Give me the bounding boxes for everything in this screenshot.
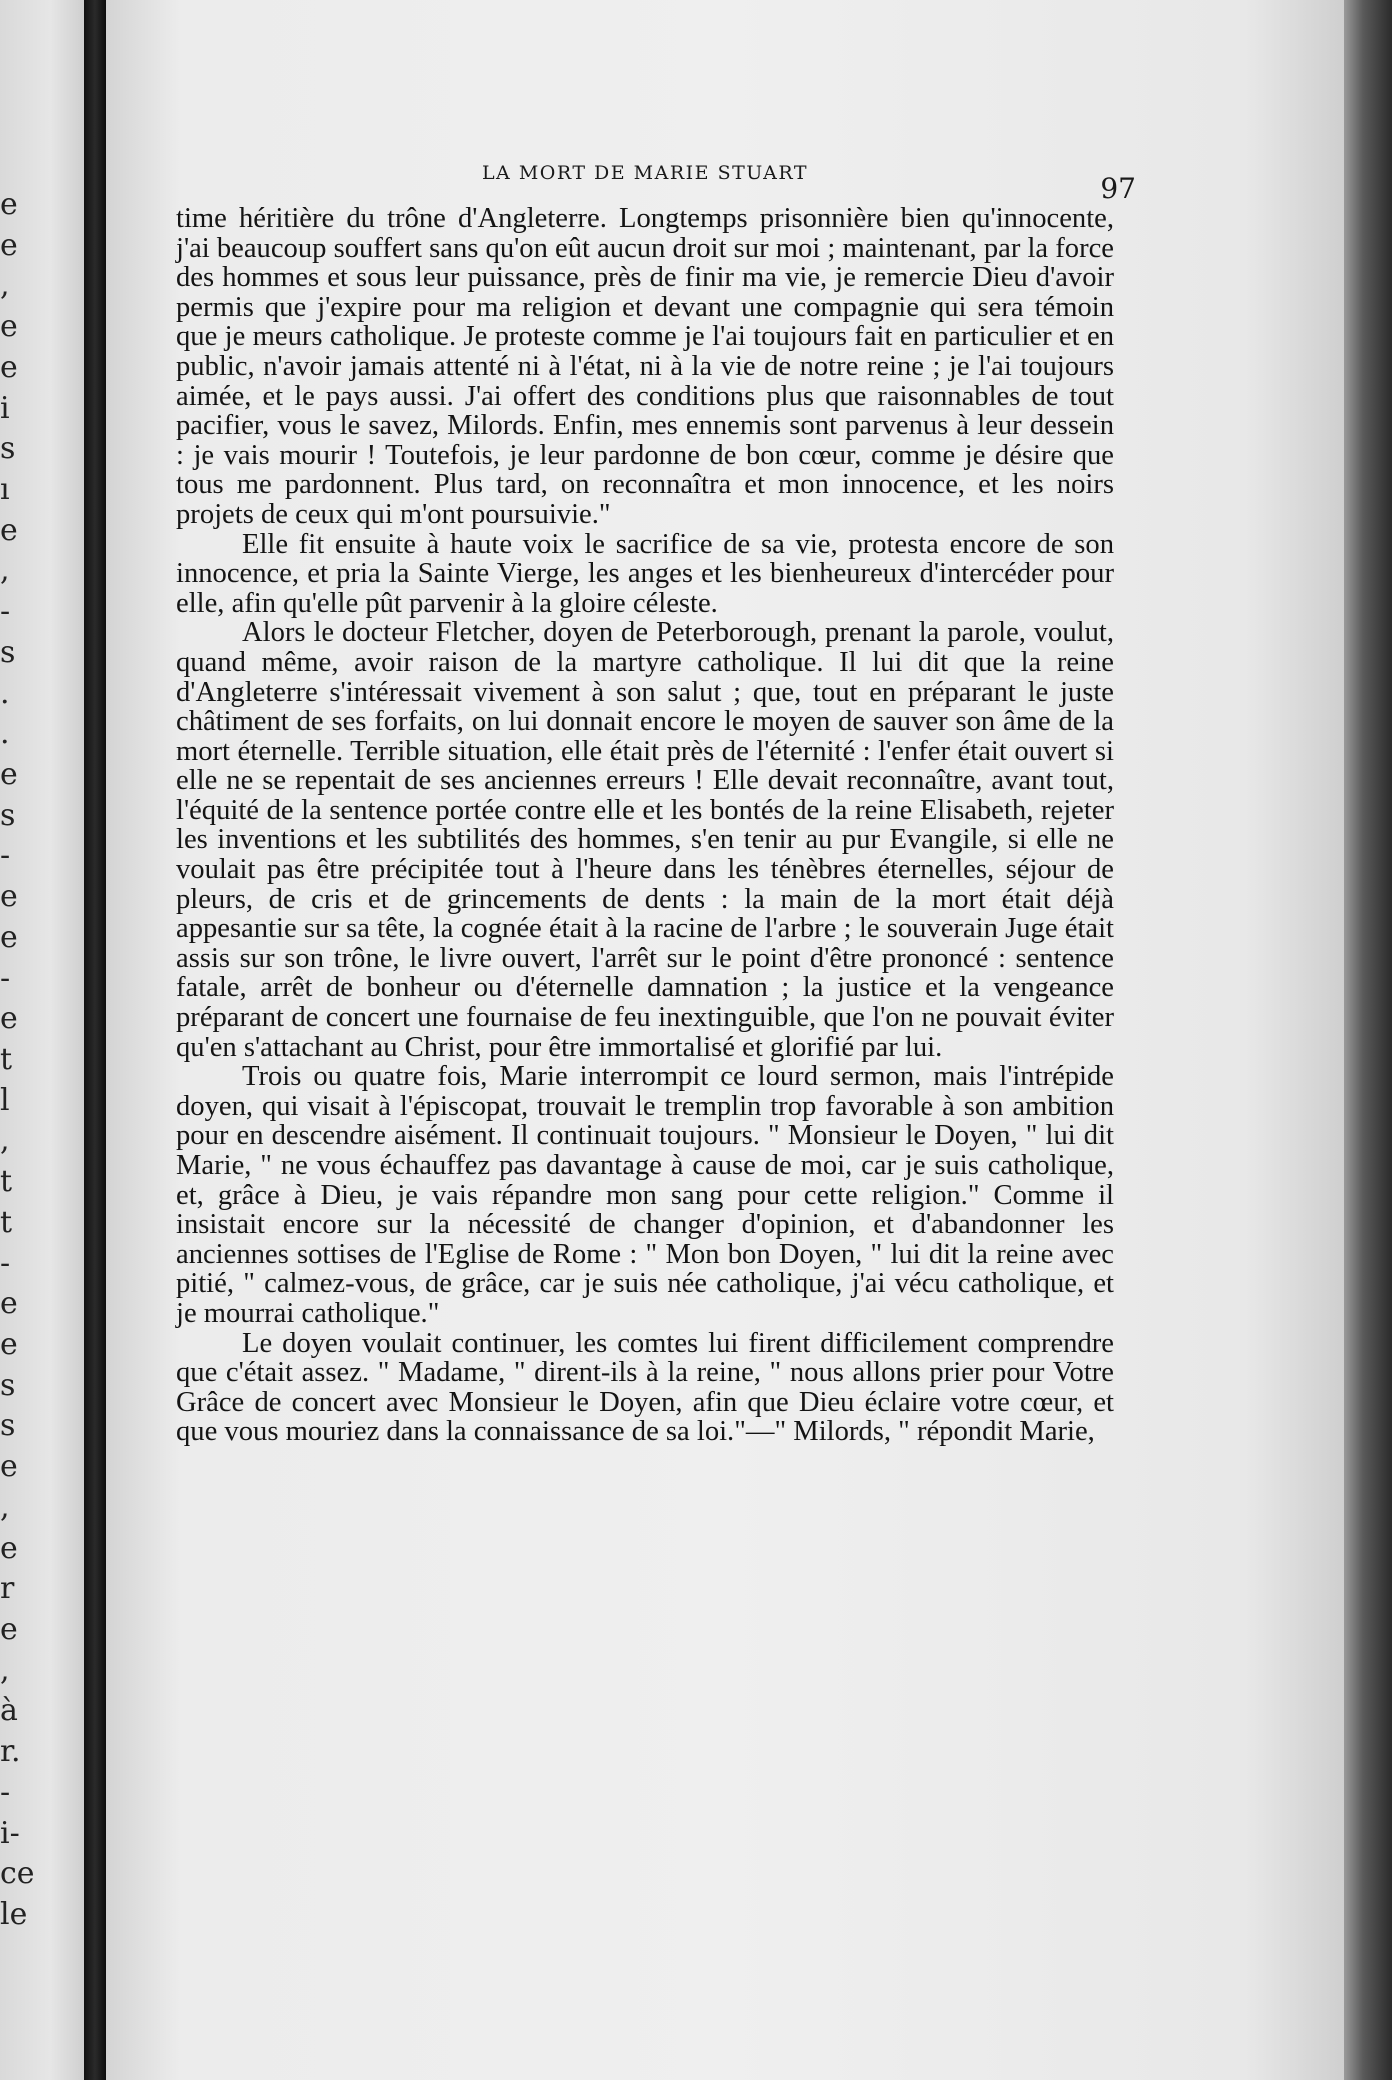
facing-page-fragment: e [0, 1286, 18, 1321]
facing-page-fragment: e [0, 228, 18, 263]
facing-page-fragment: , [0, 553, 10, 588]
facing-page-fragment: r. [0, 1734, 21, 1769]
facing-page-fragment: i- [0, 1816, 20, 1851]
facing-page-fragment: s [0, 431, 16, 466]
body-text [176, 204, 1114, 1447]
facing-page-fragment: e [0, 757, 18, 792]
facing-page-fragment: t [0, 1164, 13, 1199]
paragraph-3: Alors le docteur Fletcher, doyen de Peterborough, prenant la parole, voulut, quand même, avoir raison de la martyre catholique. Il lui dit que la reine d'Angleterre s'intéressait vivement à son salut ; que, tout en préparant le juste châtiment de ses forfaits, on lui donnait encore le moyen de sauver son âme de la mort éternelle. Terrible situation, elle était près de l'éternité : l'enfer était ouvert si elle ne se repentait de ses anciennes erreurs ! Elle devait reconnaître, avant tout, l'équité de la sentence portée contre elle et les bontés de la reine Elisabeth, rejeter les inventions et les subtilités des hommes, s'en tenir au pur Evangile, si elle ne voulait pas être précipitée tout à l'heure dans les ténèbres éternelles, séjour de pleurs, de cris et de grincements de dents : la main de la mort était déjà appesantie sur sa tête, la cognée était à la racine de l'arbre ; le souverain Juge était assis sur son trône, le livre ouvert, l'arrêt sur le point d'être prononcé : sentence fatale, arrêt de bonheur ou d'éternelle damnation ; la justice et la vengeance préparant de concert une fournaise de feu inextinguible, que l'on ne pouvait éviter qu'en s'attachant au Christ, pour être immortalisé et glorifié par lui. [176, 617, 1114, 1063]
facing-page-fragment: - [0, 838, 11, 873]
facing-page-fragment: e [0, 1612, 18, 1647]
facing-page-fragment: - [0, 594, 11, 629]
facing-page-fragment: t [0, 1042, 13, 1077]
facing-page-fragment: e [0, 920, 18, 955]
facing-page-fragment: ı [0, 472, 10, 507]
paragraph-2: Elle fit ensuite à haute voix le sacrifice de sa vie, protesta encore de son innocence, et pria la Sainte Vierge, les anges et les bienheureux d'intercéder pour elle, afin qu'elle pût parvenir à la gloire céleste. [176, 528, 1114, 619]
facing-page-fragment: t [0, 1205, 13, 1240]
facing-page-fragment: e [0, 309, 18, 344]
facing-page-fragment: s [0, 635, 16, 670]
running-title: LA MORT DE MARIE STUART [481, 162, 809, 184]
facing-page-fragment: e [0, 350, 18, 385]
facing-page-fragment: . [0, 676, 10, 711]
facing-page-fragment: s [0, 1368, 16, 1403]
page-number: 97 [1100, 172, 1136, 205]
facing-page-fragment: , [0, 1490, 10, 1525]
facing-page-fragment: à [0, 1693, 18, 1728]
facing-page-fragment: , [0, 1123, 10, 1158]
page-header [176, 150, 1136, 205]
facing-page-fragment: i [0, 391, 10, 426]
facing-page-fragment: e [0, 879, 18, 914]
facing-page-fragment: s [0, 1408, 16, 1443]
book-gutter [84, 0, 106, 2080]
facing-page-fragment: le [0, 1897, 28, 1932]
page-right-edge [1344, 0, 1392, 2080]
facing-page-fragment: e [0, 1327, 18, 1362]
facing-page-fragment: - [0, 1246, 11, 1281]
facing-page-fragment: l [0, 1083, 10, 1118]
facing-page-fragment: ce [0, 1856, 35, 1891]
book-page [106, 0, 1344, 2080]
facing-page-fragment: e [0, 187, 18, 222]
facing-page-fragment: e [0, 513, 18, 548]
facing-page-fragment: r [0, 1571, 15, 1606]
facing-page-fragment: - [0, 1775, 11, 1810]
facing-page-fragment: , [0, 268, 10, 303]
facing-page-fragment: - [0, 961, 11, 996]
facing-page-fragment: e [0, 1001, 18, 1036]
paragraph-4: Trois ou quatre fois, Marie interrompit ce lourd sermon, mais l'intrépide doyen, qui visait à l'épiscopat, trouvait le tremplin trop favorable à son ambition pour en descendre aisément. Il continuait toujours. " Monsieur le Doyen, " lui dit Marie, " ne vous échauffez pas davantage à cause de moi, car je suis catholique, et, grâce à Dieu, je vais répandre mon sang pour cette religion." Comme il insistait encore sur la nécessité de changer d'opinion, et d'abandonner les anciennes sottises de l'Eglise de Rome : " Mon bon Doyen, " lui dit la reine avec pitié, " calmez-vous, de grâce, car je suis née catholique, j'ai vécu catholique, et je mourrai catholique." [176, 1061, 1114, 1329]
facing-page-fragment: , [0, 1653, 10, 1688]
paragraph-5: Le doyen voulait continuer, les comtes lui firent difficilement comprendre que c'était assez. " Madame, " dirent-ils à la reine, " nous allons prier pour Votre Grâce de concert avec Monsieur le Doyen, afin que Dieu éclaire votre cœur, et que vous mouriez dans la connaissance de sa loi."—" Milords, " répondit Marie, [176, 1327, 1114, 1448]
facing-page-fragment: e [0, 1449, 18, 1484]
facing-page-fragment: . [0, 716, 10, 751]
facing-page-fragment: e [0, 1531, 18, 1566]
paragraph-1: time héritière du trône d'Angleterre. Longtemps prisonnière bien qu'innocente, j'ai beaucoup souffert sans qu'on eût aucun droit sur moi ; maintenant, par la force des hommes et sous leur puissance, près de finir ma vie, je remercie Dieu d'avoir permis que j'expire pour ma religion et devant une compagnie qui sera témoin que je meurs catholique. Je proteste comme je l'ai toujours fait en particulier et en public, n'avoir jamais attenté ni à l'état, ni à la vie de notre reine ; je l'ai toujours aimée, et le pays aussi. J'ai offert des conditions plus que raisonnables de tout pacifier, vous le savez, Milords. Enfin, mes ennemis sont parvenus à leur dessein : je vais mourir ! Toutefois, je leur pardonne de bon cœur, comme je désire que tous me pardonnent. Plus tard, on reconnaîtra et mon innocence, et les noirs projets de ceux qui m'ont poursuivie." [176, 203, 1114, 530]
facing-page-edge [0, 0, 84, 2080]
facing-page-fragment: s [0, 798, 16, 833]
